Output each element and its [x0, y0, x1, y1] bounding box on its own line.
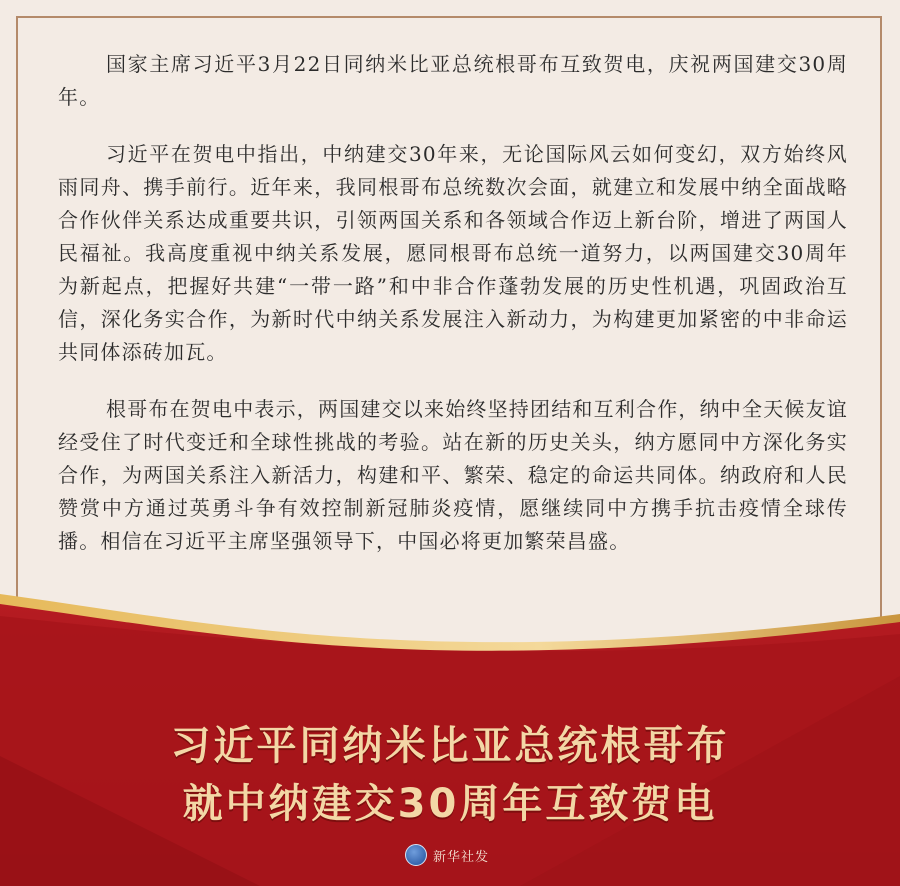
- publisher-credit: [405, 844, 489, 866]
- article-paragraph-3: 根哥布在贺电中表示，两国建交以来始终坚持团结和互利合作，纳中全天候友谊经受住了时代变迁和全球性挑战的考验。站在新的历史关头，纳方愿同中方深化务实合作，为两国关系注入新活力，构建和平、繁荣、稳定的命运共同体。纳政府和人民赞赏中方通过英勇斗争有效控制新冠肺炎疫情，愿继续同中方携手抗击疫情全球传播。相信在习近平主席坚强领导下，中国必将更加繁荣昌盛。: [58, 397, 848, 553]
- title-banner: [0, 586, 900, 886]
- article-paragraph-1: 国家主席习近平3月22日同纳米比亚总统根哥布互致贺电，庆祝两国建交30周年。: [58, 52, 848, 109]
- banner-title-line-2: 就中纳建交30周年互致贺电: [182, 781, 718, 827]
- banner-title-line-1: 习近平同纳米比亚总统根哥布: [170, 723, 730, 769]
- article-body: [58, 48, 848, 582]
- article-paragraph-2: 习近平在贺电中指出，中纳建交30年来，无论国际风云如何变幻，双方始终风雨同舟、携手前行。近年来，我同根哥布总统数次会面，就建立和发展中纳全面战略合作伙伴关系达成重要共识，引领两国关系和各领域合作迈上新台阶，增进了两国人民福祉。我高度重视中纳关系发展，愿同根哥布总统一道努力，以两国建交30周年为新起点，把握好共建“一带一路”和中非合作蓬勃发展的历史性机遇，巩固政治互信，深化务实合作，为新时代中纳关系发展注入新动力，为构建更加紧密的中非命运共同体添砖加瓦。: [58, 142, 848, 364]
- publisher-credit-text: 新华社发: [433, 849, 490, 865]
- xinhua-globe-icon: [405, 844, 427, 866]
